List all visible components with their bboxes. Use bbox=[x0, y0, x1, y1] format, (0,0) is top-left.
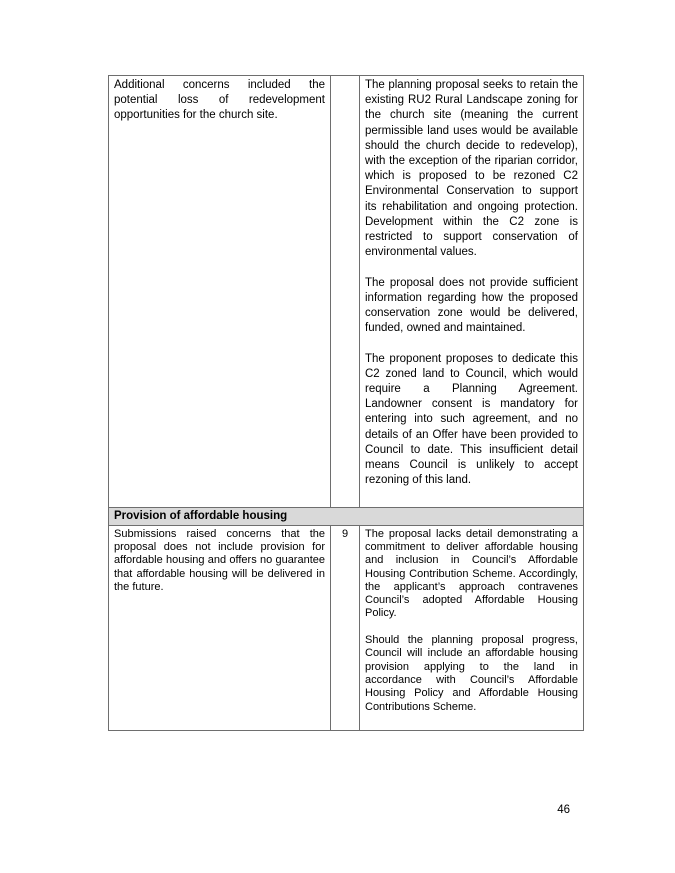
response-paragraph: Should the planning proposal progress, Council will include an affordable housing provision applying to the land in accordance with Council’s Affordable Housing Policy and Affordable Housing Contributions Scheme. bbox=[365, 634, 578, 713]
submission-text: Additional concerns included the potential loss of redevelopment opportunities for the church site. bbox=[114, 79, 325, 122]
item-number-cell bbox=[331, 76, 360, 508]
table-row bbox=[109, 525, 584, 730]
submission-cell bbox=[109, 525, 331, 730]
section-header-row bbox=[109, 507, 584, 525]
response-paragraph: The planning proposal seeks to retain the existing RU2 Rural Landscape zoning for the church site (meaning the current permissible land uses would be available should the church decide to redevelop), with the exception of the riparian corridor, which is proposed to be rezoned C2 Environmental Conservation to support its rehabilitation and ongoing protection. Development within the C2 zone is restricted to support conservation of environmental values. bbox=[365, 79, 578, 259]
submission-text: Submissions raised concerns that the proposal does not include provision for affordable housing and offers no guarantee that affordable housing will be delivered in the future. bbox=[114, 527, 325, 593]
response-cell bbox=[360, 525, 584, 730]
page-number: 46 bbox=[557, 804, 570, 816]
submission-cell bbox=[109, 76, 331, 508]
response-paragraph: The proponent proposes to dedicate this C2 zoned land to Council, which would require a Planning Agreement. Landowner consent is mandatory for entering into such agreement, and no details of an Offer have been provided to Council to date. This insufficient detail means Council is unlikely to accept rezoning of this land. bbox=[365, 352, 578, 487]
response-cell bbox=[360, 76, 584, 508]
item-number-cell: 9 bbox=[331, 525, 360, 730]
submissions-response-table bbox=[108, 75, 584, 731]
response-paragraph: The proposal does not provide sufficient information regarding how the proposed conservation zone would be delivered, funded, owned and maintained. bbox=[365, 276, 578, 335]
table-row bbox=[109, 76, 584, 508]
response-paragraph: The proposal lacks detail demonstrating a commitment to deliver affordable housing and inclusion in Council’s Affordable Housing Contribution Scheme. Accordingly, the applicant’s approach contravenes Council’s adopted Affordable Housing Policy. bbox=[365, 527, 578, 620]
section-header-label: Provision of affordable housing bbox=[109, 507, 584, 525]
